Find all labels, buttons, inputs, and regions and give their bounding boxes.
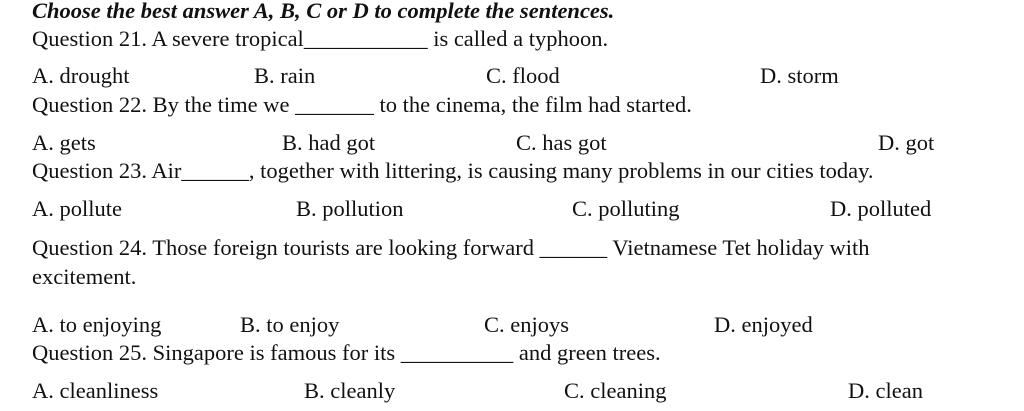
question-25-option-b: B. cleanly	[304, 378, 396, 403]
question-23-option-d: D. polluted	[830, 196, 932, 221]
question-25-text: Question 25. Singapore is famous for its __________ and green trees.	[32, 340, 661, 365]
question-23-text: Question 23. Air______, together with littering, is causing many problems in our cities today.	[32, 158, 874, 183]
instruction-heading: Choose the best answer A, B, C or D to complete the sentences.	[32, 0, 615, 23]
question-23-option-c: C. polluting	[572, 196, 680, 221]
question-25-option-a: A. cleanliness	[32, 378, 159, 403]
question-22-option-a: A. gets	[32, 130, 96, 155]
question-22-text: Question 22. By the time we _______ to the cinema, the film had started.	[32, 92, 692, 117]
question-24-text-line-1: Question 24. Those foreign tourists are looking forward ______ Vietnamese Tet holiday with	[32, 235, 870, 260]
question-24-option-b: B. to enjoy	[240, 312, 340, 337]
question-21-option-d: D. storm	[760, 63, 839, 88]
question-25-option-c: C. cleaning	[564, 378, 667, 403]
question-22-option-b: B. had got	[282, 130, 376, 155]
question-23-option-b: B. pollution	[296, 196, 404, 221]
question-22-option-c: C. has got	[516, 130, 607, 155]
question-21-option-c: C. flood	[486, 63, 560, 88]
question-23-option-a: A. pollute	[32, 196, 122, 221]
question-24-option-c: C. enjoys	[484, 312, 570, 337]
question-21-option-a: A. drought	[32, 63, 130, 88]
question-21-text: Question 21. A severe tropical___________ is called a typhoon.	[32, 26, 609, 51]
question-25-option-d: D. clean	[848, 378, 923, 403]
question-24-option-a: A. to enjoying	[32, 312, 162, 337]
question-22-option-d: D. got	[878, 130, 935, 155]
question-21-option-b: B. rain	[254, 63, 316, 88]
question-24-option-d: D. enjoyed	[714, 312, 813, 337]
question-24-text-line-2: excitement.	[32, 264, 137, 289]
